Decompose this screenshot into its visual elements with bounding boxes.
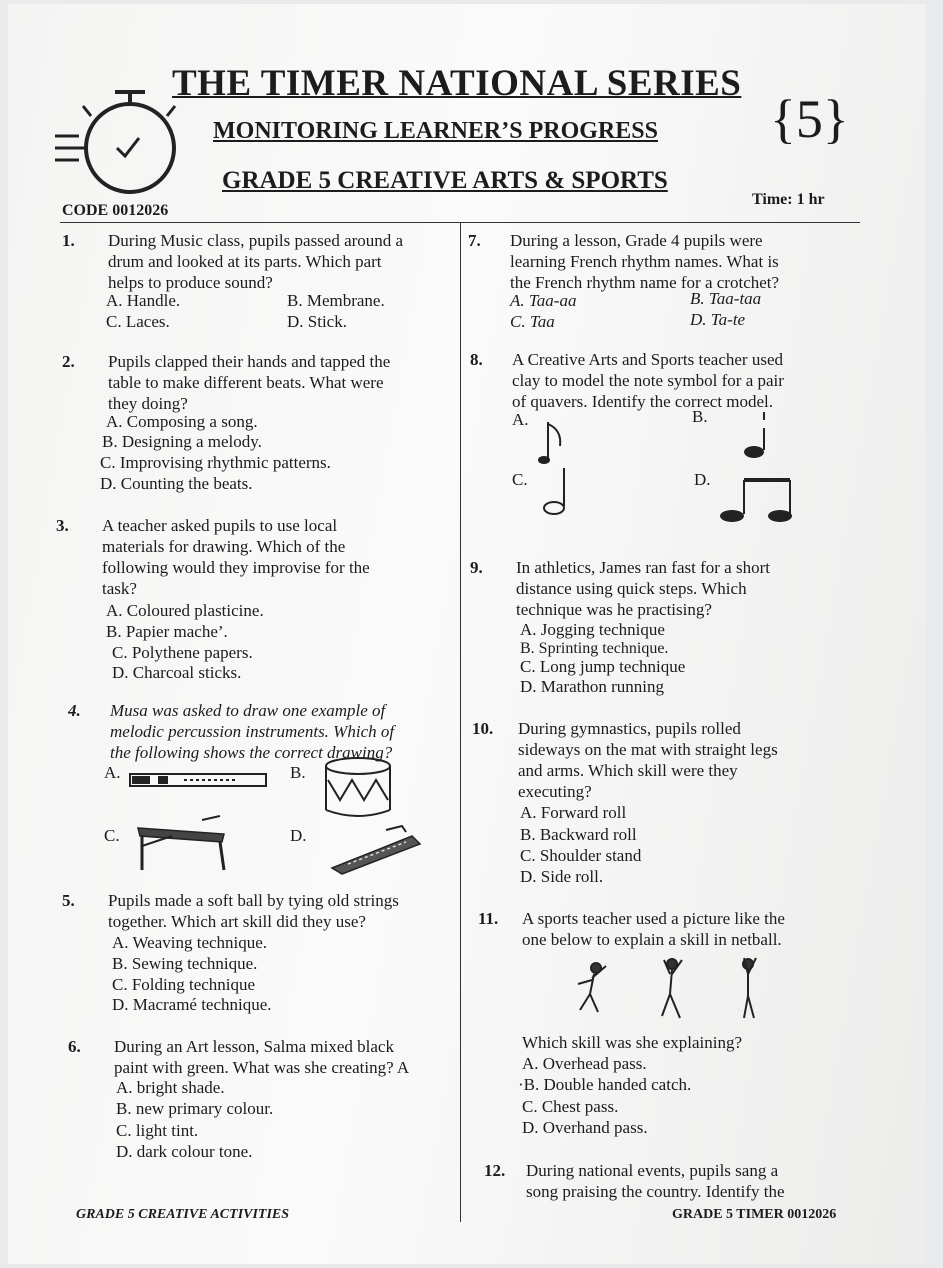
question-number: 1. xyxy=(62,231,75,250)
drum-drawing xyxy=(322,756,394,820)
option-b[interactable]: ·B. Double handed catch. xyxy=(518,1075,692,1094)
option-b[interactable]: B. Backward roll xyxy=(520,825,637,844)
question-stem: During national events, pupils sang a song praising the country. Identify the xyxy=(526,1161,785,1201)
option-c[interactable]: C. Chest pass. xyxy=(522,1097,619,1116)
question-11-followup: Which skill was she explaining? xyxy=(522,1033,743,1052)
paired-quavers-drawing xyxy=(718,476,798,526)
option-c[interactable]: C. Improvising rhythmic patterns. xyxy=(100,453,331,472)
grade-heading: GRADE 5 CREATIVE ARTS & SPORTS xyxy=(222,167,668,194)
option-c-label[interactable]: C. xyxy=(104,826,120,845)
question-number: 12. xyxy=(484,1161,506,1180)
option-c[interactable]: C. light tint. xyxy=(116,1121,199,1140)
option-d[interactable]: D. Macramé technique. xyxy=(112,995,272,1014)
option-c[interactable]: C. Folding technique xyxy=(112,975,256,994)
question-stem: During Music class, pupils passed around a drum and looked at its parts. Which part helps to produce sound? xyxy=(108,231,404,292)
option-a[interactable]: A. Weaving technique. xyxy=(112,933,268,952)
option-a[interactable]: A. bright shade. xyxy=(116,1078,225,1097)
option-a[interactable]: A. Jogging technique xyxy=(520,620,665,639)
option-b[interactable]: B. new primary colour. xyxy=(116,1099,274,1118)
question-number: 3. xyxy=(56,516,69,535)
option-d-label[interactable]: D. xyxy=(694,470,711,489)
option-a[interactable]: A. Composing a song. xyxy=(106,412,258,431)
footer-right: GRADE 5 TIMER 0012026 xyxy=(672,1207,837,1222)
question-stem: A Creative Arts and Sports teacher used clay to model the note symbol for a pair of quavers. Identify the correct model. xyxy=(512,350,784,411)
question-number: 5. xyxy=(62,891,75,910)
option-d[interactable]: D. Ta-te xyxy=(690,310,746,329)
xylophone-stick-drawing xyxy=(128,770,270,794)
option-c-label[interactable]: C. xyxy=(512,470,528,489)
option-b[interactable]: B. Taa-taa xyxy=(690,289,762,308)
option-a-label[interactable]: A. xyxy=(104,763,121,782)
option-d[interactable]: D. dark colour tone. xyxy=(116,1142,253,1161)
option-d-label[interactable]: D. xyxy=(290,826,307,845)
question-number: 9. xyxy=(470,558,483,577)
option-d[interactable]: D. Stick. xyxy=(287,312,347,331)
question-number: 8. xyxy=(470,350,483,369)
option-b[interactable]: B. Sprinting technique. xyxy=(520,640,669,657)
question-stem: During gymnastics, pupils rolled sideways on the mat with straight legs and arms. Which skill were they executing? xyxy=(518,719,778,801)
option-d[interactable]: D. Overhand pass. xyxy=(522,1118,648,1137)
question-number: 4. xyxy=(68,701,81,720)
option-a[interactable]: A. Taa-aa xyxy=(510,291,577,310)
option-d[interactable]: D. Counting the beats. xyxy=(100,474,253,493)
question-stem: During a lesson, Grade 4 pupils were learning French rhythm names. What is the French rhythm name for a crotchet? xyxy=(510,231,780,292)
marimba-drawing xyxy=(326,822,426,876)
xylophone-drawing xyxy=(132,812,232,874)
question-number: 11. xyxy=(478,909,499,928)
question-stem: Pupils made a soft ball by tying old strings together. Which art skill did they use? xyxy=(108,891,399,931)
question-stem: In athletics, James ran fast for a short distance using quick steps. Which technique was he practising? xyxy=(516,558,770,619)
question-stem: Musa was asked to draw one example of melodic percussion instruments. Which of the following shows the correct drawing? xyxy=(110,701,395,762)
netball-players-drawing xyxy=(572,954,782,1026)
series-title: THE TIMER NATIONAL SERIES xyxy=(172,63,742,104)
minim-note-drawing xyxy=(538,466,574,518)
option-c[interactable]: C. Polythene papers. xyxy=(112,643,253,662)
option-a[interactable]: A. Coloured plasticine. xyxy=(106,601,264,620)
footer-left: GRADE 5 CREATIVE ACTIVITIES xyxy=(76,1207,290,1222)
question-number: 6. xyxy=(68,1037,81,1056)
option-b-label[interactable]: B. xyxy=(290,763,306,782)
option-b[interactable]: B. Papier mache’. xyxy=(106,622,228,641)
series-number: {5} xyxy=(770,89,849,149)
question-stem: A sports teacher used a picture like the one below to explain a skill in netball. xyxy=(522,909,785,949)
question-stem: During an Art lesson, Salma mixed black paint with green. What was she creating? A xyxy=(114,1037,410,1077)
quaver-note-drawing xyxy=(538,420,574,468)
question-stem: A teacher asked pupils to use local materials for drawing. Which of the following would they improvise for the task? xyxy=(102,516,370,598)
column-divider xyxy=(460,222,461,1222)
crotchet-note-drawing xyxy=(738,410,774,462)
question-number: 7. xyxy=(468,231,481,250)
option-a-label[interactable]: A. xyxy=(512,410,529,429)
option-c[interactable]: C. Shoulder stand xyxy=(520,846,642,865)
option-b[interactable]: B. Designing a melody. xyxy=(102,432,262,451)
option-c[interactable]: C. Taa xyxy=(510,312,555,331)
option-a[interactable]: A. Handle. xyxy=(106,291,181,310)
option-c[interactable]: C. Laces. xyxy=(106,312,170,331)
question-number: 10. xyxy=(472,719,494,738)
option-d[interactable]: D. Charcoal sticks. xyxy=(112,663,242,682)
option-b[interactable]: B. Membrane. xyxy=(287,291,385,310)
question-number: 2. xyxy=(62,352,75,371)
option-d[interactable]: D. Side roll. xyxy=(520,867,604,886)
option-a[interactable]: A. Overhead pass. xyxy=(522,1054,647,1073)
exam-code: CODE 0012026 xyxy=(62,202,169,219)
question-stem: Pupils clapped their hands and tapped the table to make different beats. What were they doing? xyxy=(108,352,391,413)
option-b[interactable]: B. Sewing technique. xyxy=(112,954,258,973)
series-subtitle: MONITORING LEARNER’S PROGRESS xyxy=(213,118,658,144)
option-c[interactable]: C. Long jump technique xyxy=(520,657,686,676)
stopwatch-logo xyxy=(55,88,195,203)
option-d[interactable]: D. Marathon running xyxy=(520,677,665,696)
option-a[interactable]: A. Forward roll xyxy=(520,803,627,822)
option-b-label[interactable]: B. xyxy=(692,407,708,426)
exam-time: Time: 1 hr xyxy=(752,191,825,208)
